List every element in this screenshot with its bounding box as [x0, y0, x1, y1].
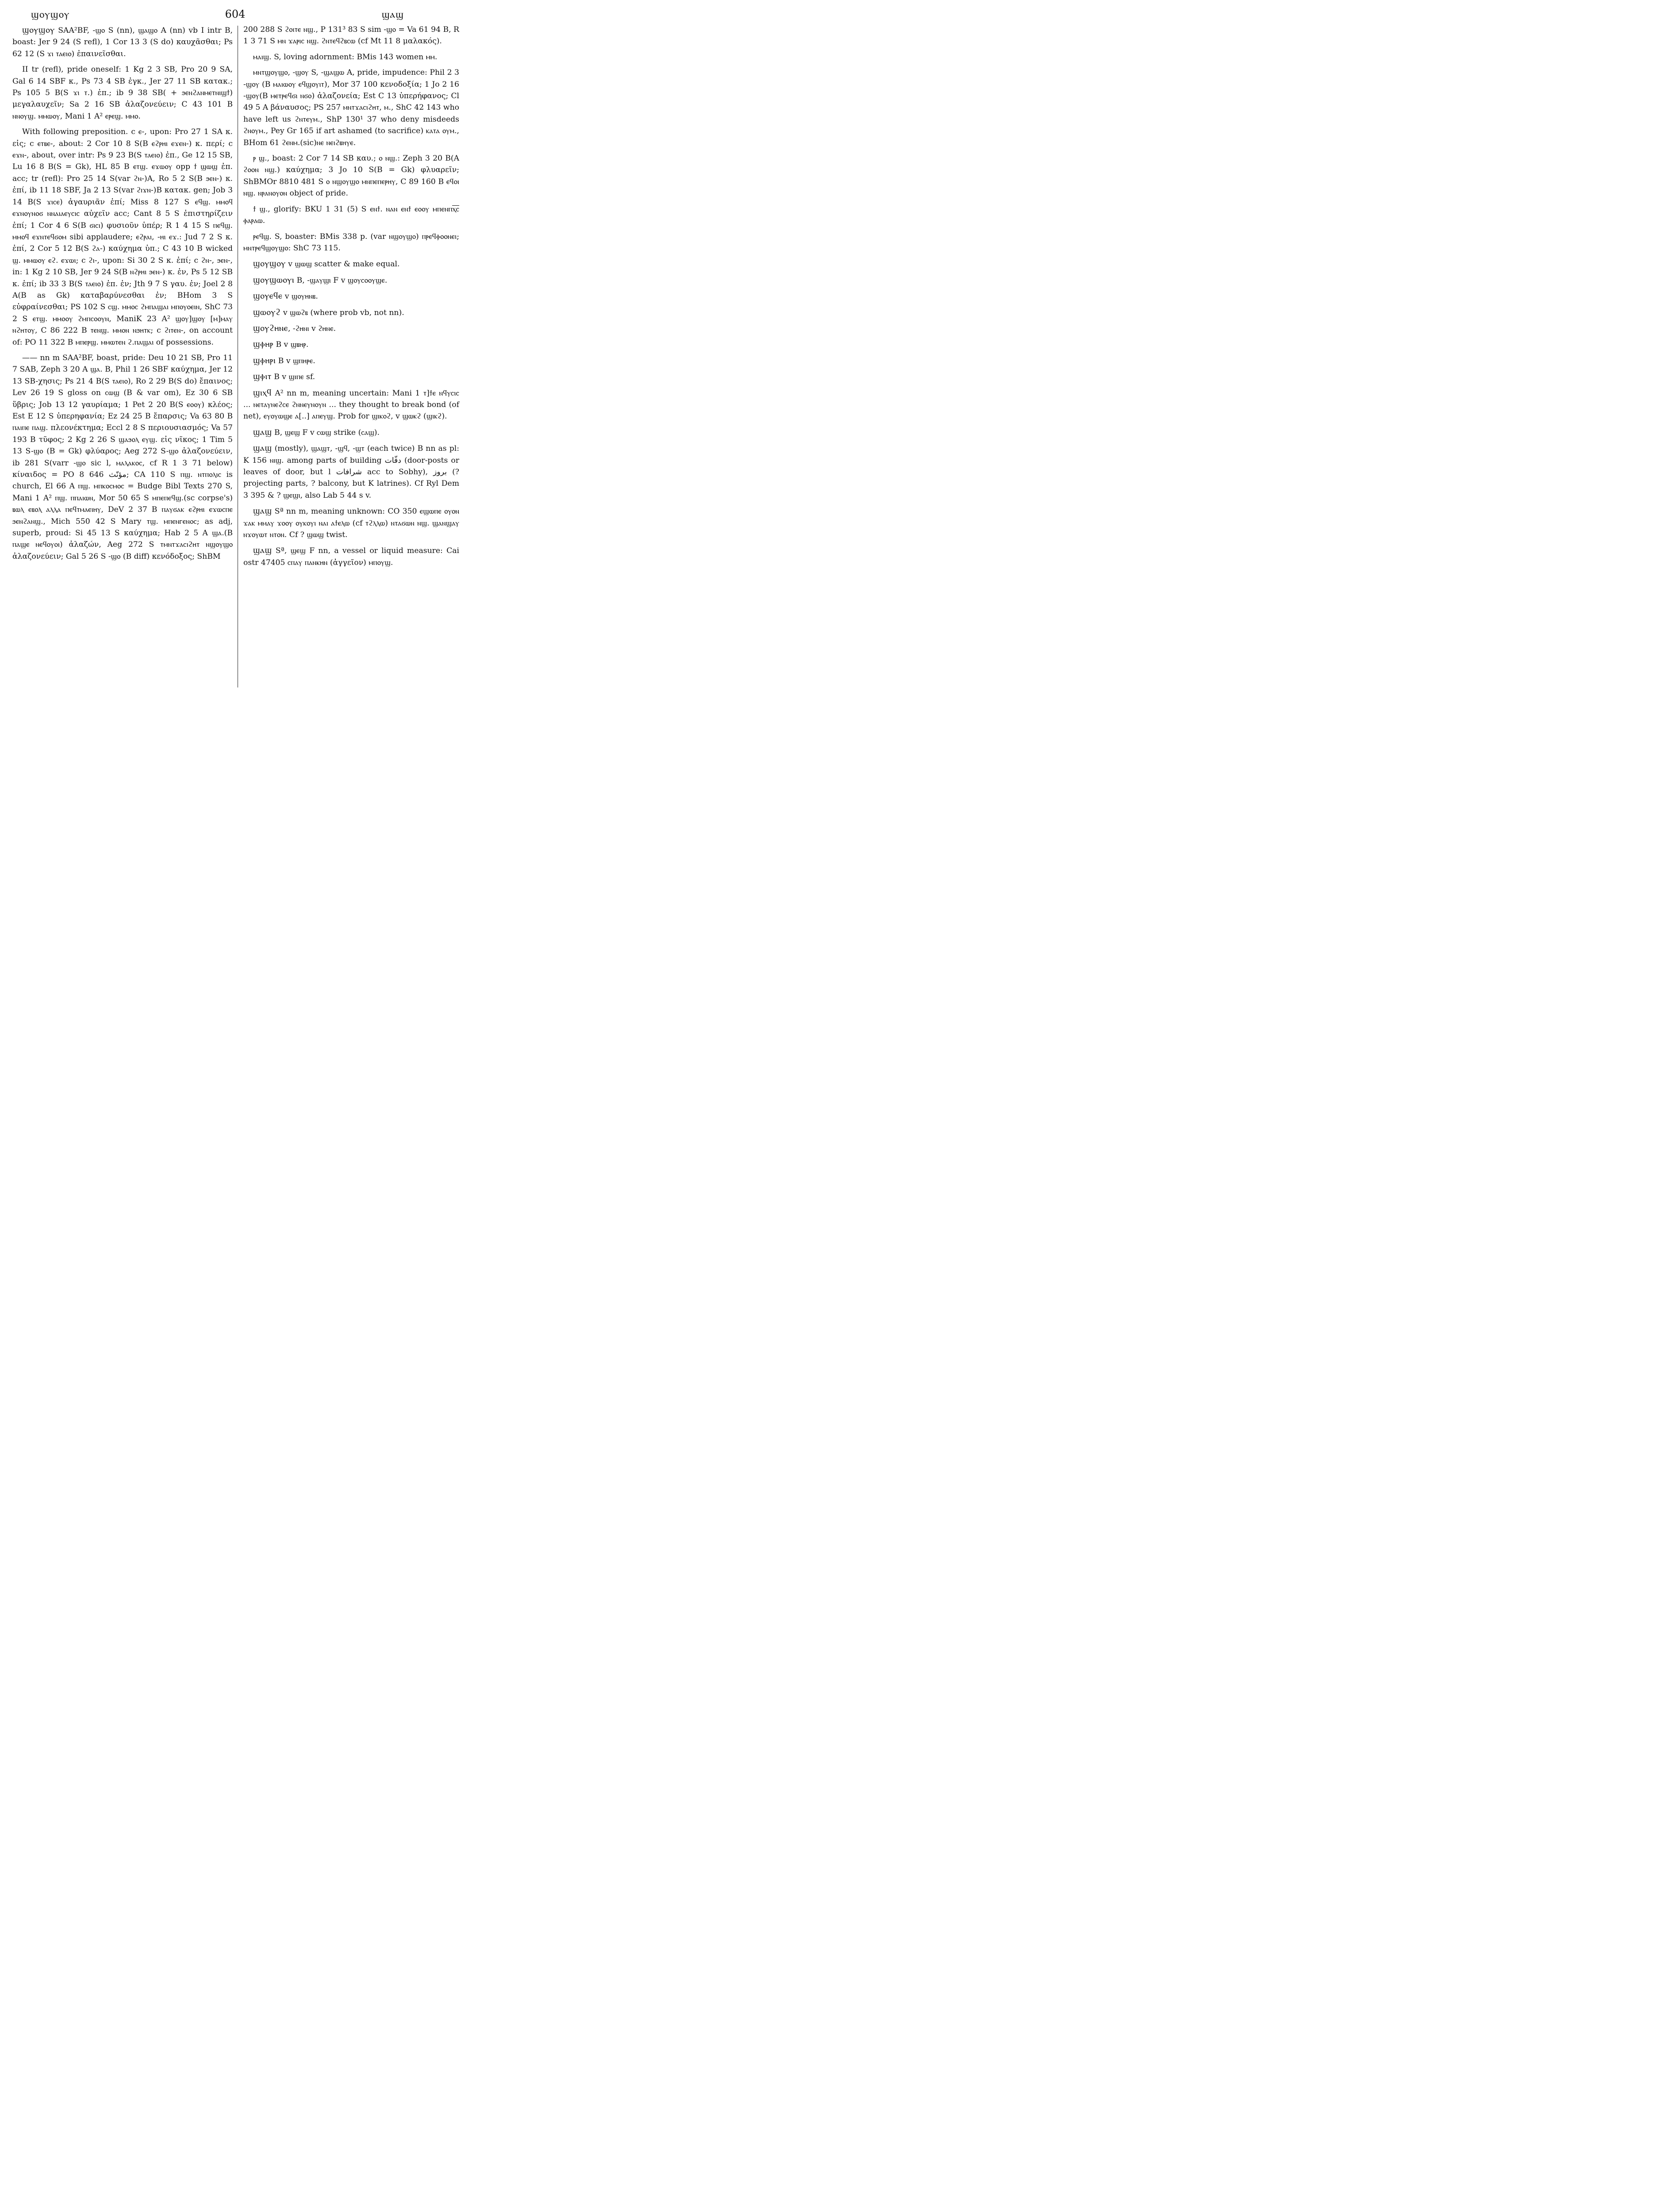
entry-text: 200 288 S ϩⲟⲓⲧⲉ ⲛϣ., P 131³ 83 S sim -ϣⲟ = Va 61 94 B, R 1 3 71 S ⲙⲛ ϫⲁⲣⲓⲥ ⲛϣ. ϩⲛⲧⲉϥϩⲃⲥⲱ (cf Mt 11 8 μαλακός). — [243, 25, 459, 46]
dictionary-entry — [243, 204, 459, 227]
entry-text: B v ϣⲡⲏⲣⲉ. — [276, 356, 315, 365]
dictionary-entry — [12, 126, 233, 348]
dictionary-entry — [243, 442, 459, 501]
dictionary-entry — [243, 354, 459, 367]
entry-lemma: ϣⲁϣ — [253, 442, 272, 453]
dictionary-entry — [12, 352, 233, 562]
entry-text: v ϣⲟⲩⲏⲛⲃ. — [282, 292, 318, 301]
entry-lemma: ϣⲟⲩⲉϥⲉ — [253, 290, 283, 301]
entry-lemma: ϣⲫⲏⲣⲓ — [253, 354, 276, 365]
entry-lemma: ϣⲓⲭϥ — [253, 387, 272, 398]
left-column — [12, 24, 233, 687]
entry-text: B v ϣⲃⲏⲣ. — [273, 340, 309, 349]
entry-text: B v ϣⲓⲡⲉ sf. — [271, 373, 315, 382]
dictionary-entry — [243, 257, 459, 270]
entry-lemma: ϣⲱⲟⲩϩ — [253, 306, 281, 317]
entry-text: —— nn m SAA²BF, boast, pride: Deu 10 21 SB, Pro 11 7 SAB, Zeph 3 20 A ϣⲁ. B, Phil 1 26 SBF καύχημα, Jer 12 13 SB-χησις; Ps 21 4 B(S ⲧⲁⲉⲓⲟ), Ro 2 29 B(S do) ἔπαινος; Lev 26 19 S gloss on ⲥⲱϣ (B & var om), Ez 30 6 SB ὕβρις; Job 13 12 γαυρίαμα; 1 Pet 2 20 B(S ⲉⲟⲟⲩ) κλέος; Est E 12 S ὑπερηφανία; Ez 24 25 B ἔπαρσις; Va 63 80 B ⲡⲁⲓⲡⲉ ⲡⲁϣ. πλεονέκτημα; Eccl 2 8 S περιουσιασμός; Va 57 193 B τῦφος; 2 Kg 2 26 S ϣⲁϧⲟⲗ ⲉⲩϣ. εἰς νῖκος; 1 Tim 5 13 S-ϣⲟ (B = Gk) φλύαρος; Aeg 272 S-ϣⲟ ἀλαζονεύειν, ib 281 S(varr -ϣⲟ sic l, ⲙⲁⲗⲁⲕⲟⲥ, cf R 1 3 71 below) κίναιδος = PO 8 646 مؤنّث; CA 110 S ⲡϣ. ⲛⲧⲡⲟⲗⲓⲥ is church, El 66 A ⲡϣ. ⲙⲡⲕⲟⲥⲙⲟⲥ = Budge Bibl Texts 270 S, Mani 1 A² ⲡϣ. ⲡⲡⲁⲓⲱⲛ, Mor 50 65 S ⲙⲡⲉⲡⲉϥϣ.(sc corpse's) ⲃⲱⲗ ⲉⲃⲟⲗ ⲁⲗⲗⲁ ⲡⲉϥⲧⲙⲁⲉⲓⲏⲩ, DeV 2 37 B ⲡⲁⲩϭⲁⲕ ⲉϩⲣⲏⲓ ⲉϫⲱⲥⲡⲉ ϧⲉⲛϩⲁⲛϣ., Mich 550 42 S Mary ⲧϣ. ⲙⲡⲉⲛⲅⲉⲛⲟⲥ; as adj, superb, proud: Si 45 13 S καύχημα; Hab 2 5 A ϣⲁ.(B ⲡⲁϣⲉ ⲛⲉϥⲟⲩⲟⲓ) ἀλαζών, Aeg 272 S ⲧⲙⲛⲧϫⲁⲥⲓϩⲏⲧ ⲛϣⲟⲩϣⲟ ἀλαζονεύειν; Gal 5 26 S -ϣⲟ (B diff) κενόδοξος; ShBM — [12, 353, 233, 561]
running-head-right: ϣⲁϣ — [381, 9, 404, 20]
entry-text: Sª nn m, meaning unknown: CO 350 ⲉϣⲱⲡⲉ ⲟⲩⲟⲛ ϫⲁⲕ ⲙⲙⲁⲩ ϫⲟⲟⲩ ⲟⲩⲕⲟⲩⲓ ⲛⲁⲓ ⲁϯⲉⲗⲱ (cf ⲧϩⲗⲗⲱ) ⲛⲧⲁϭⲱⲛ ⲛϣ. ϣⲁⲛϣⲁⲩ ⲛϫⲟⲩⲱⲧ ⲛⲧⲟⲛ. Cf ? ϣⲱϣ twist. — [243, 507, 459, 540]
entry-text: B, ϣⲉϣ F v ⲥⲱϣ strike (ⲥⲁϣ). — [272, 428, 380, 437]
page-number: 604 — [225, 8, 246, 20]
dictionary-entry — [243, 231, 459, 254]
entry-text: (mostly), ϣⲁϣⲧ, -ϣϥ, -ϣⲧ (each twice) B nn as pl: K 156 ⲛⲓϣ. among parts of building دفّات (door-posts or leaves of door, but l شرافات acc to Sobhy), بروز (? projecting parts, ? balcony, but K latrines). Cf Ryl Dem 3 395 & ? ϣⲉϣⲓ, also Lab 5 44 s v. — [243, 444, 459, 500]
entry-text: v ϣⲱϣ scatter & make equal. — [285, 260, 400, 269]
dictionary-entry — [243, 426, 459, 438]
entry-text: , -ϩⲏⲛⲓ v ϩⲏⲛⲉ. — [288, 324, 336, 333]
entry-lemma: ϣⲫⲏⲣ — [253, 338, 273, 349]
dictionary-entry — [243, 153, 459, 200]
dictionary-entry — [243, 24, 459, 47]
entry-text: ⲙⲁⲓϣ. S, loving adornment: BMis 143 women ⲙⲙ. — [253, 52, 438, 61]
dictionary-entry — [243, 544, 459, 568]
entry-text: With following preposition. c ⲉ-, upon: Pro 27 1 SA κ. εἰς; c ⲉⲧⲃⲉ-, about: 2 Cor 10 8 S(B ⲉϩⲣⲏⲓ ⲉϫⲉⲛ-) κ. περί; c ⲉϫⲛ-, about, over intr: Ps 9 23 B(S ⲧⲁⲉⲓⲟ) ἐπ., Ge 12 15 SB, Lu 16 8 B(S = Gk), HL 85 B ⲉⲧϣ. ⲉϫⲱⲟⲩ opp ϯ ϣⲱϣ ἐπ. acc; tr (refl): Pro 25 14 S(var ϩⲛ-)A, Ro 5 2 S(B ϧⲉⲛ-) κ. ἐπί, ib 11 18 SBF, Ja 2 13 S(var ϩⲓϫⲛ-)B κατακ. gen; Job 3 14 B(S ϫⲓⲥⲉ) ἀγαυριᾶν ἐπί; Miss 8 127 S ⲉϥϣ. ⲙⲙⲟϥ ⲉϫⲛⲟⲩⲛⲟϭ ⲛⲛⲁⲓⲁⲉⲩⲥⲓⲥ αὐχεῖν acc; Cant 8 5 S ἐπιστηρίζειν ἐπί; 1 Cor 4 6 S(B ϭⲓⲥⲓ) φυσιοῦν ὑπέρ; R 1 4 15 S ⲡⲉϥϣ. ⲙⲙⲟϥ ⲉϫⲛⲧⲉϥϭⲟⲙ sibi applaudere; ⲉϩⲣⲁⲓ, -ⲏⲓ ⲉϫ.: Jud 7 2 S κ. ἐπί, 2 Cor 5 12 B(S ϩⲁ-) καύχημα ὑπ.; C 43 10 B wicked ϣ. ⲙⲙⲱⲟⲩ ⲉϩ. ⲉϫⲱⲓ; c ϩⲓ-, upon: Si 30 2 S κ. ἐπί; c ϩⲛ-, ϧⲉⲛ-, in: 1 Kg 2 10 SB, Jer 9 24 S(B ⲛϩⲣⲏⲓ ϧⲉⲛ-) κ. ἐν, Ps 5 12 SB κ. ἐπί; ib 33 3 B(S ⲧⲁⲉⲓⲟ) ἐπ. ἐν; Jth 9 7 S γαυ. ἐν; Joel 2 8 A(B as Gk) καταβαρύνεσθαι ἐν; BHom 3 S εὐφραίνεσθαι; PS 102 S ⲥϣ. ⲙⲙⲟⲥ ϩⲙⲡⲁϣⲁⲓ ⲙⲡⲟⲩⲟⲉⲓⲛ, ShC 73 2 S ⲉⲧϣ. ⲙⲙⲟⲟⲩ ϩⲙⲡⲥⲟⲟⲩⲛ, ManiK 23 A² ϣⲟⲩ]ϣⲟⲩ [ⲙ]ⲙⲁⲩ ⲛϩⲏⲧⲟⲩ, C 86 222 B ⲧⲉⲛϣ. ⲙⲙⲟⲛ ⲛϧⲏⲧⲕ; c ϩⲓⲧⲉⲛ-, on account of: PO 11 322 B ⲙⲡⲉⲣϣ. ⲙⲙⲱⲧⲉⲛ ϩ.ⲡⲁϣⲁⲓ of possessions. — [12, 127, 233, 347]
dictionary-entry — [243, 322, 459, 334]
entry-text: A² nn m, meaning uncertain: Mani 1 ⲧ]ϯⲉ ⲛϥⲩⲥⲓⲥ ... ⲛⲉⲧⲁⲩⲛⲉϩⲥⲉ ϩⲛⲛⲉⲩⲛⲟⲩⲛ ... they thought to break bond (of net), ⲉⲩⲟⲩⲱϣⲉ ⲁ[..] ⲁⲡⲉⲩϣ. Prob for ϣⲓⲕⲟϩ, v ϣⲱⲕϩ (ϣⲓⲕϩ). — [243, 388, 459, 421]
dictionary-entry — [243, 505, 459, 541]
entry-lemma: ϣⲁϣ — [253, 505, 272, 516]
entry-lemma: ϣⲁϣ — [253, 545, 272, 556]
dictionary-entry — [243, 338, 459, 350]
entry-lemma: ϣⲟⲩϣⲟⲩ — [22, 24, 55, 35]
entry-text: SAA²BF, -ϣⲟ S (nn), ϣⲁϣⲟ A (nn) vb I intr B, boast: Jer 9 24 (S refl), 1 Cor 13 3 (S do) καυχᾶσθαι; Ps 62 12 (S ϫⲓ ⲧⲁⲉⲓⲟ) ἐπαινεῖσθαι. — [12, 26, 233, 58]
running-head-left: ϣⲟⲩϣⲟⲩ — [31, 9, 70, 20]
entry-lemma: ϣⲁϣ — [253, 426, 272, 437]
dictionary-page — [0, 0, 469, 694]
entry-lemma: ϣⲟⲩϣⲟⲩ — [253, 258, 286, 269]
dictionary-entry — [12, 24, 233, 60]
entry-lemma: ϣⲟⲩϣⲱⲟⲩⲓ — [253, 274, 295, 285]
entry-text: v ϣⲱϩⲃ (where prob vb, not nn). — [280, 308, 404, 317]
entry-text: ϯ ϣ., glorify: BKU 1 31 (5) S ⲉⲛϯ. ⲛⲁⲛ ⲉⲛϯ ⲉⲟⲟⲩ ⲙⲡⲉⲛⲡⲭ̅ⲥ̅ ⲫⲁⲣⲁⲱ. — [243, 204, 459, 226]
dictionary-entry — [12, 64, 233, 122]
dictionary-entry — [243, 290, 459, 302]
entry-text: ⲣ ϣ., boast: 2 Cor 7 14 SB καυ.; ⲟ ⲛϣ.: Zeph 3 20 B(A ϩⲟⲟⲛ ⲛϣ.) καύχημα; 3 Jo 10 S(B = Gk) φλυαρεῖν; ShBMOr 8810 481 S ⲟ ⲛϣⲟⲩϣⲟ ⲙⲛⲡⲉⲡⲉⲣⲏⲩ, C 89 160 B ⲉϥⲟⲓ ⲛϣ. ⲛⲣⲁⲛⲟⲩⲟⲛ object of pride. — [243, 154, 459, 198]
entry-lemma: ϣⲫⲓⲧ — [253, 371, 272, 382]
dictionary-entry — [243, 51, 459, 63]
two-column-body — [12, 24, 459, 687]
entry-text: II tr (refl), pride oneself: 1 Kg 2 3 SB, Pro 20 9 SA, Gal 6 14 SBF κ., Ps 73 4 SB ἐγκ., Jer 27 11 SB κατακ.; Ps 105 5 B(S ϫⲓ ⲧ.) ἐπ.; ib 9 38 SB( + ϧⲉⲛϩⲁⲛⲙⲉⲧⲛⲓϣϯ) μεγαλαυχεῖν; Sa 2 16 SB ἀλαζονεύειν; C 43 101 B ⲛⲛⲟⲩϣ. ⲙⲙⲱⲟⲩ, Mani 1 A² ⲉⲣⲉϣ. ⲙⲙⲟ. — [12, 65, 233, 121]
entry-text: Sª, ϣⲉϣ F nn, a vessel or liquid measure: Cai ostr 47405 ⲥⲡⲁⲩ ⲡⲁⲛⲕⲏⲛ (ἀγγεῖον) ⲙⲡⲟⲩϣ. — [243, 546, 459, 567]
dictionary-entry — [243, 274, 459, 286]
page-header — [12, 5, 458, 25]
entry-lemma: ϣⲟⲩϩⲏⲛⲉ — [253, 322, 288, 333]
entry-text: B, -ϣⲁⲩϣⲓ F v ϣⲟⲩⲥⲟⲟⲩϣⲉ. — [294, 276, 388, 285]
right-column — [243, 24, 459, 687]
dictionary-entry — [243, 306, 459, 319]
entry-text: ⲣⲉϥϣ. S, boaster: BMis 338 p. (var ⲛϣⲟⲩϣⲟ) ⲡⲣⲉϥⲫⲟⲟⲛⲉⲓ; ⲙⲛⲧⲣⲉϥϣⲟⲩϣⲟ: ShC 73 115. — [243, 232, 459, 253]
entry-text: ⲙⲛⲧϣⲟⲩϣⲟ, -ϣⲟⲩ S, -ϣⲁϣⲱ A, pride, impudence: Phil 2 3 -ϣⲟⲩ (B ⲙⲁⲓⲱⲟⲩ ⲉϥϣⲟⲩⲓⲧ), Mor 37 100 κενοδοξία; 1 Jo 2 16 -ϣⲟⲩ(B ⲙⲉⲧⲣⲉϥϭⲓ ⲛϭⲟ) ἀλαζονεία; Est C 13 ὑπερήφανος; Cl 49 5 A βάναυσος; PS 257 ⲙⲛⲧϫⲁⲥⲓϩⲏⲧ, ⲙ., ShC 42 143 who have left us ϩⲛⲧⲉⲩⲙ., ShP 130¹ 37 who deny misdeeds ϩⲛⲟⲩⲙ., Pey Gr 165 if art ashamed (to sacrifice) ⲕⲁⲧⲁ ⲟⲩⲙ., BHom 61 ϩⲉⲛⲙ.(sic)ⲛⲉ ⲛⲉⲓϩⲃⲏⲩⲉ. — [243, 68, 460, 147]
dictionary-entry — [243, 387, 459, 422]
dictionary-entry — [243, 67, 459, 149]
dictionary-entry — [243, 370, 459, 383]
